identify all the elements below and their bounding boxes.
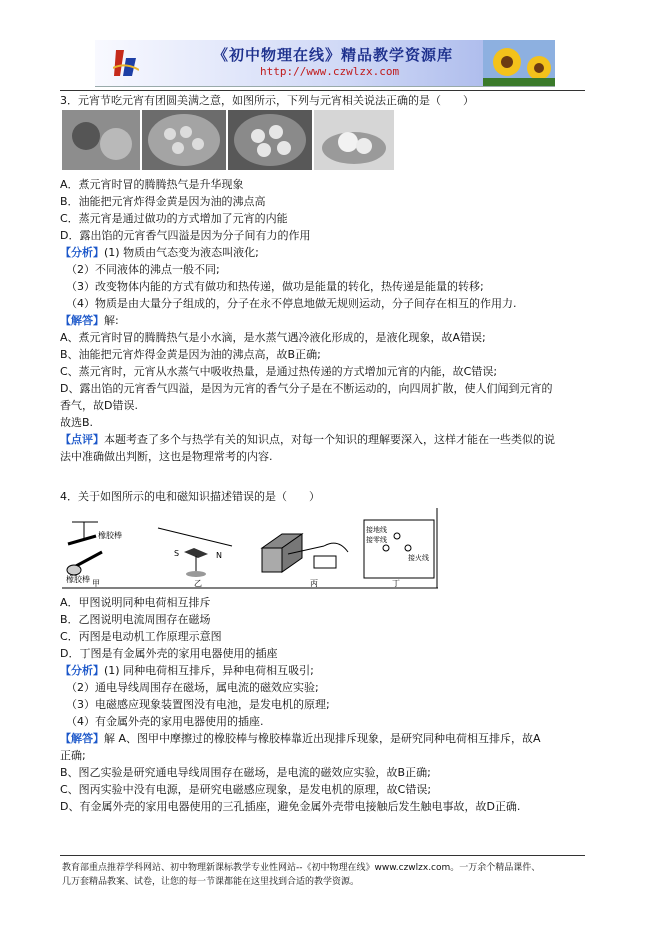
q4-answer-c: C、图丙实验中没有电源，是研究电磁感应现象，是发电机的原理，故C错误; [60,783,432,796]
q3-option-a: A．煮元宵时冒的腾腾热气是升华现象 [60,178,244,191]
q3-analysis-tag: 【分析】 [60,246,104,259]
q3-choice: 故选B. [60,416,94,429]
q4-option-c: C．丙图是电动机工作原理示意图 [60,630,222,643]
header-banner [95,40,555,87]
banner-url[interactable]: http://www.czwlzx.com [260,65,400,78]
q3-answer-head: 【解答】解: [60,314,119,327]
q3-answer-d: D、露出馅的元宵香气四溢，是因为元宵的香气分子是在不断运动的，向四周扩散，使人们闻到元宵的 [60,382,553,395]
q4-answer-tag: 【解答】 [60,732,104,745]
q3-photos [62,110,394,170]
q3-analysis-line-3: （3）改变物体内能的方式有做功和热传递，做功是能量的转化，热传递是能量的转移; [66,280,484,293]
q4-stem: 4．关于如图所示的电和磁知识描述错误的是（ ） [60,490,320,503]
q3-analysis-line-4: （4）物质是由大量分子组成的，分子在永不停息地做无规则运动，分子间存在相互的作用力. [66,297,517,310]
fig-label-bing: 丙 [310,579,318,588]
fig-rod-label-2: 橡胶棒 [66,575,90,584]
footer-line-1: 教育部重点推荐学科网站、初中物理新课标教学专业性网站--《初中物理在线》www.czwlzx.com。一万余个精品课件、 [62,863,541,873]
fig-label-neutral: 接零线 [366,536,387,544]
q4-answer-line-2: 正确; [60,749,86,762]
fig-label-ding: 丁 [392,579,400,588]
q4-analysis-line-2: （2）通电导线周围存在磁场，属电流的磁效应实验; [66,681,319,694]
header-divider [60,90,585,91]
fig-label-ground: 接地线 [366,526,387,534]
q4-analysis-line-3: （3）电磁感应现象装置图没有电池，是发电机的原理; [66,698,330,711]
q4-option-a: A．甲图说明同种电荷相互排斥 [60,596,211,609]
q3-comment-line-2: 法中准确做出判断，这也是物理常考的内容. [60,450,273,463]
q3-option-b: B．油能把元宵炸得金黄是因为油的沸点高 [60,195,266,208]
q3-answer-d-cont: 香气，故D错误. [60,399,138,412]
q4-option-d: D．丁图是有金属外壳的家用电器使用的插座 [60,647,278,660]
q4-option-b: B．乙图说明电流周围存在磁场 [60,613,211,626]
q3-answer-a: A、煮元宵时冒的腾腾热气是小水滴，是水蒸气遇冷液化形成的，是液化现象，故A错误; [60,331,486,344]
footer-divider [60,855,585,856]
q3-answer-c: C、蒸元宵时，元宵从水蒸气中吸收热量，是通过热传递的方式增加元宵的内能，故C错误; [60,365,498,378]
q3-comment-tag: 【点评】 [60,433,104,446]
q3-analysis-line-2: （2）不同液体的沸点一般不同; [66,263,220,276]
q3-answer-b: B、油能把元宵炸得金黄是因为油的沸点高，故B正确; [60,348,321,361]
sunflower-icon [483,40,555,86]
q3-option-c: C．蒸元宵是通过做功的方式增加了元宵的内能 [60,212,288,225]
q3-stem: 3．元宵节吃元宵有团圆美满之意，如图所示，下列与元宵相关说法正确的是（ ） [60,94,474,107]
banner-title: 《初中物理在线》精品教学资源库 [213,46,454,64]
fig-label-live: 接火线 [408,554,429,562]
q4-answer-b: B、图乙实验是研究通电导线周围存在磁场，是电流的磁效应实验，故B正确; [60,766,431,779]
fig-rod-label-1: 橡胶棒 [98,531,122,540]
q3-analysis-line-1: 【分析】(1) 物质由气态变为液态叫液化; [60,246,259,259]
footer-line-2: 几万套精品教案、试卷，让您的每一节课都能在这里找到合适的教学资源。 [62,877,360,887]
fig-label-s: S [174,549,180,558]
fig-label-jia: 甲 [92,579,100,588]
q4-answer-line-1: 【解答】解 A、图甲中摩擦过的橡胶棒与橡胶棒靠近出现排斥现象，是研究同种电荷相互排斥，故A [60,732,541,745]
fig-label-yi: 乙 [194,579,202,588]
q4-analysis-line-4: （4）有金属外壳的家用电器使用的插座. [66,715,264,728]
fig-label-n: N [216,551,222,560]
q4-figures [62,508,438,590]
logo-icon [113,48,139,78]
q3-option-d: D．露出馅的元宵香气四溢是因为分子间有力的作用 [60,229,311,242]
q4-analysis-tag: 【分析】 [60,664,104,677]
q4-analysis-line-1: 【分析】(1) 同种电荷相互排斥，异种电荷相互吸引; [60,664,314,677]
q4-answer-d: D、有金属外壳的家用电器使用的三孔插座，避免金属外壳带电接触后发生触电事故，故D正确. [60,800,521,813]
q3-comment-line-1: 【点评】本题考查了多个与热学有关的知识点，对每一个知识的理解要深入，这样才能在一些类似的说 [60,433,555,446]
q3-answer-tag: 【解答】 [60,314,104,327]
